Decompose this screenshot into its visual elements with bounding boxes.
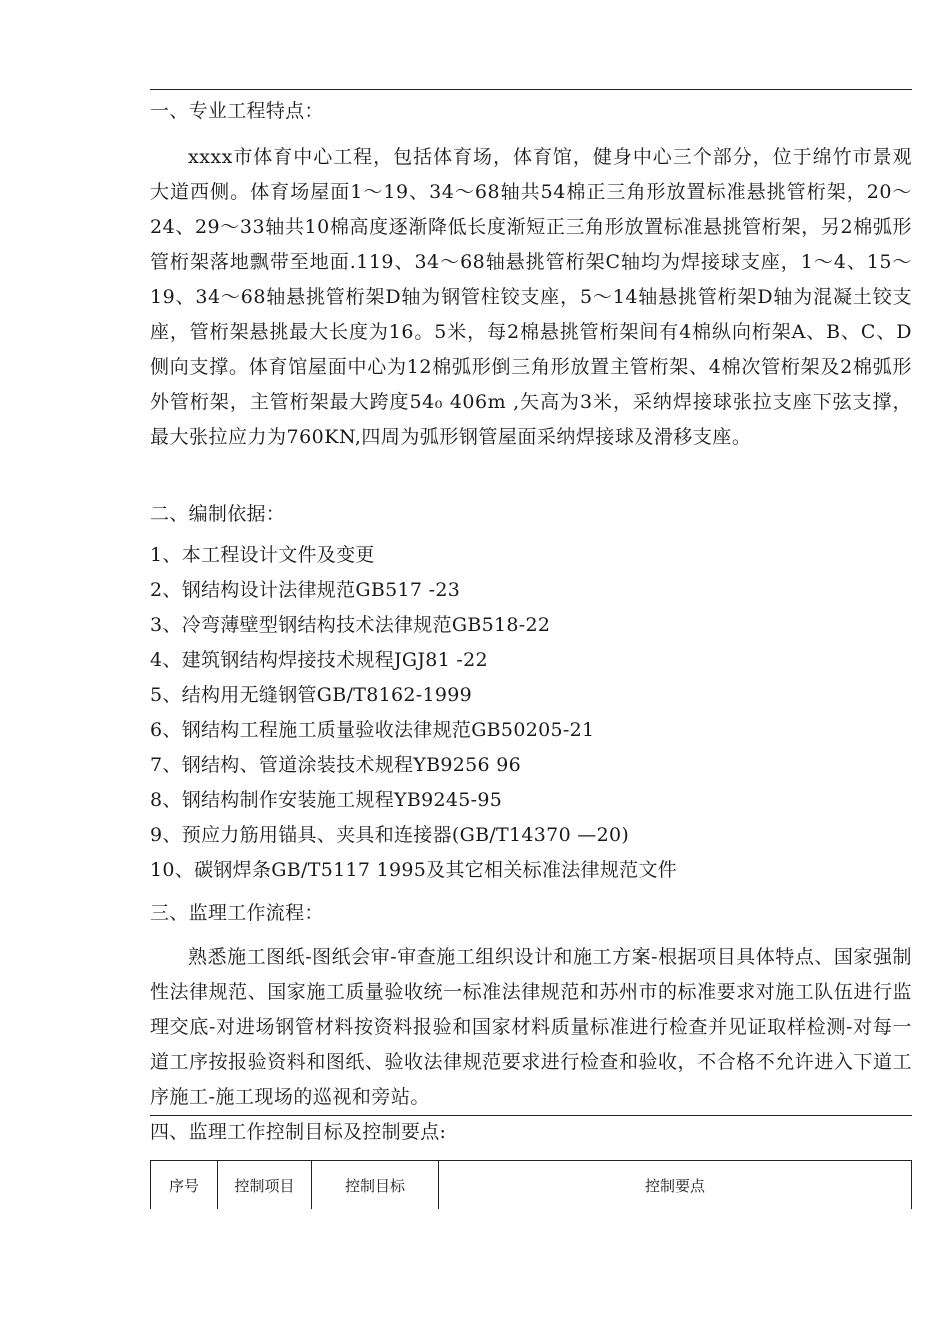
section-heading-4: 四、监理工作控制目标及控制要点: <box>150 1121 447 1143</box>
section-1-paragraph: xxxx市体育中心工程，包括体育场，体育馆，健身中心三个部分，位于绵竹市景观大道西侧。体育场屋面1〜19、34〜68轴共54棉正三角形放置标准悬挑管桁架，20〜24、29〜33轴共10棉高度逐渐降低长度渐短正三角形放置标准悬挑管桁架，另2棉弧形管桁架落地飘带至地面.119、34〜68轴悬挑管桁架C轴均为焊接球支座，1〜4、15〜19、34〜68轴悬挑管桁架D轴为钢管柱铰支座，5〜14轴悬挑管桁架D轴为混凝土铰支座，管桁架悬挑最大长度为16。5米，每2棉悬挑管桁架间有4棉纵向桁架A、B、C、D侧向支撑。体育馆屋面中心为12棉弧形倒三角形放置主管桁架、4棉次管桁架及2棉弧形外管桁架，主管桁架最大跨度54₀ 406m ,矢高为3米，采纳焊接球张拉支座下弦支撑，最大张拉应力为760KN,四周为弧形钢管屋面采纳焊接球及滑移支座。 <box>150 146 912 448</box>
reference-item-6: 6、钢结构工程施工质量验收法律规范GB50205-21 <box>150 719 595 741</box>
reference-item-2: 2、钢结构设计法律规范GB517 -23 <box>150 579 461 601</box>
control-table <box>150 1160 912 1209</box>
reference-item-8: 8、钢结构制作安装施工规程YB9245-95 <box>150 789 503 811</box>
top-rule <box>150 89 912 90</box>
reference-item-9: 9、预应力筋用锚具、夹具和连接器(GB/T14370 —20) <box>150 824 630 846</box>
section-3-paragraph: 熟悉施工图纸-图纸会审-审查施工组织设计和施工方案-根据项目具体特点、国家强制性法律规范、国家施工质量验收统一标准法律规范和苏州市的标准要求对施工队伍进行监理交底-对进场钢管材料按资料报验和国家材料质量标准进行检查并见证取样检测-对每一道工序按报验资料和图纸、验收法律规范要求进行检查和验收，不合格不允许进入下道工序施工-施工现场的巡视和旁站。 <box>150 946 912 1108</box>
section-heading-2: 二、编制依据： <box>150 503 286 525</box>
reference-item-7: 7、钢结构、管道涂装技术规程YB9256 96 <box>150 754 522 776</box>
reference-item-3: 3、冷弯薄壁型钢结构技术法律规范GB518-22 <box>150 614 551 636</box>
header-cell-index: 序号 <box>151 1161 218 1210</box>
table-header-row <box>151 1161 912 1210</box>
header-cell-key-points: 控制要点 <box>439 1161 912 1210</box>
section-rule <box>150 1115 912 1116</box>
header-cell-item: 控制项目 <box>218 1161 312 1210</box>
reference-item-10: 10、碳钢焊条GB/T5117 1995及其它相关标准法律规范文件 <box>150 859 678 881</box>
reference-item-1: 1、本工程设计文件及变更 <box>150 544 375 566</box>
reference-item-4: 4、建筑钢结构焊接技术规程JGJ81 -22 <box>150 649 488 671</box>
reference-item-5: 5、结构用无缝钢管GB/T8162-1999 <box>150 684 473 706</box>
section-heading-1: 一、专业工程特点： <box>150 100 324 122</box>
section-heading-3: 三、监理工作流程： <box>150 902 324 924</box>
header-cell-target: 控制目标 <box>312 1161 439 1210</box>
